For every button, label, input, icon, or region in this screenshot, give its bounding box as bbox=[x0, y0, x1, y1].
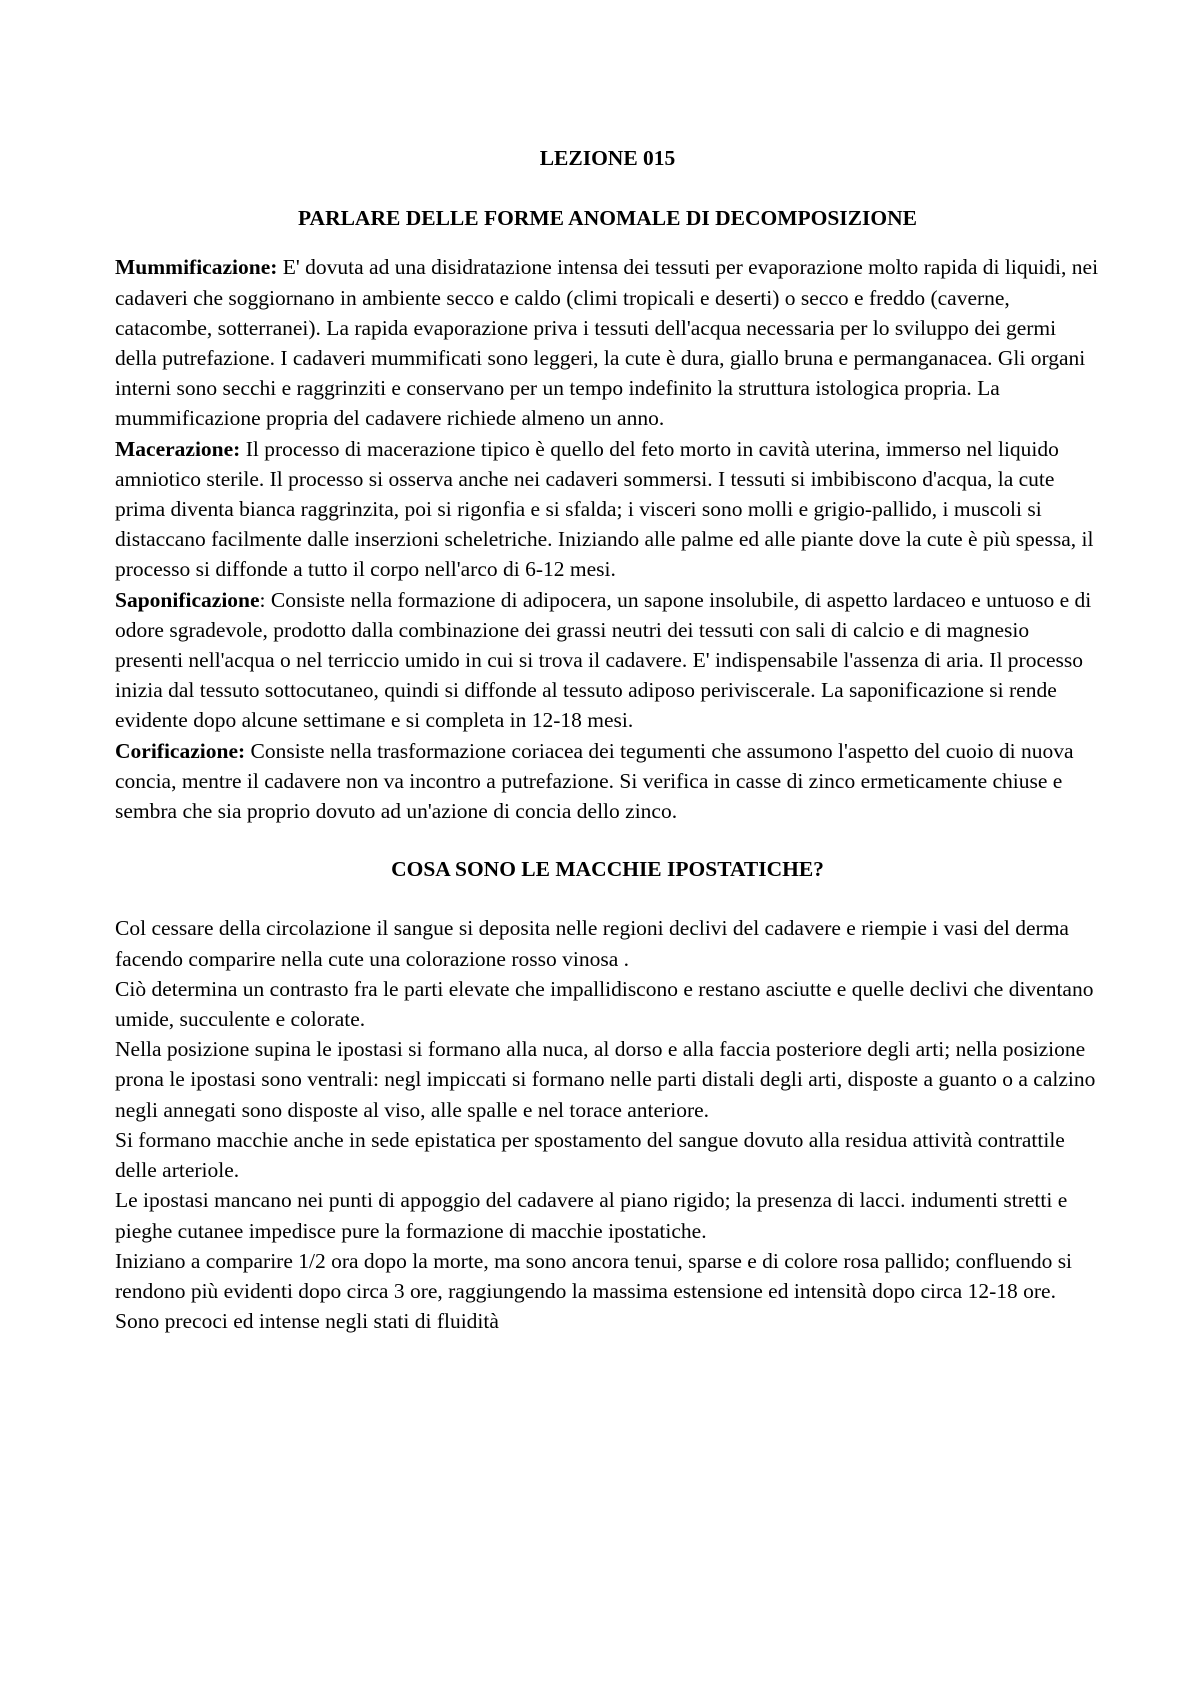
section-heading-hypostatic-stains: COSA SONO LE MACCHIE IPOSTATICHE? bbox=[391, 857, 824, 882]
paragraph: Nella posizione supina le ipostasi si formano alla nuca, al dorso e alla faccia posteriore degli arti; nella posizione prona le ipostasi sono ventrali: negl impiccati si formano nelle parti distali degli arti, disposte a guanto o a calzino negli annegati sono disposte al viso, alle spalle e nel torace anteriore. bbox=[115, 1037, 1096, 1122]
entry-saponificazione bbox=[115, 585, 1100, 736]
entry-text: Consiste nella trasformazione coriacea dei tegumenti che assumono l'aspetto del cuoio di nuova concia, mentre il cadavere non va incontro a putrefazione. Si verifica in casse di zinco ermeticamente chiuse e sembra che sia proprio dovuto ad un'azione di concia dello zinco. bbox=[115, 738, 1074, 824]
term-label: Corificazione: bbox=[115, 738, 246, 763]
lesson-title: LEZIONE 015 bbox=[539, 146, 676, 170]
section-heading-decomposition: PARLARE DELLE FORME ANOMALE DI DECOMPOSIZIONE bbox=[298, 206, 917, 231]
paragraph: Ciò determina un contrasto fra le parti elevate che impallidiscono e restano asciutte e quelle declivi che diventano umide, succulente e colorate. bbox=[115, 976, 1094, 1032]
paragraph: Col cessare della circolazione il sangue si deposita nelle regioni declivi del cadavere e riempie i vasi del derma facendo comparire nella cute una colorazione rosso vinosa . bbox=[115, 916, 1069, 971]
entry-text: Il processo di macerazione tipico è quello del feto morto in cavità uterina, immerso nel liquido amniotico sterile. Il processo si osserva anche nei cadaveri sommersi. I tessuti si imbibiscono d'acqua, la cute prima diventa bianca raggrinzita, poi si rigonfia e si sfalda; i visceri sono molli e grigio-pallido, i muscoli si distaccano facilmente dalle inserzioni scheletriche. Iniziando alle palme ed alle piante dove la cute è più spessa, il processo si diffonde a tutto il corpo nell'arco di 6-12 mesi. bbox=[115, 436, 1094, 582]
entry-text: : Consiste nella formazione di adipocera, un sapone insolubile, di aspetto lardaceo e untuoso e di odore sgradevole, prodotto dalla combinazione dei grassi neutri dei tessuti con sali di calcio e di magnesio presenti nell'acqua o nel terriccio umido in cui si trova il cadavere. E' indispensabile l'assenza di aria. Il processo inizia dal tessuto sottocutaneo, quindi si diffonde al tessuto adiposo periviscerale. La saponificazione si rende evidente dopo alcune settimane e si completa in 12-18 mesi. bbox=[115, 587, 1092, 733]
entry-macerazione bbox=[115, 434, 1100, 585]
entry-text: E' dovuta ad una disidratazione intensa dei tessuti per evaporazione molto rapida di liquidi, nei cadaveri che soggiornano in ambiente secco e caldo (climi tropicali e deserti) o secco e freddo (caverne, catacombe, sotterranei). La rapida evaporazione priva i tessuti dell'acqua necessaria per lo sviluppo dei germi della putrefazione. I cadaveri mummificati sono leggeri, la cute è dura, giallo bruna e permanganacea. Gli organi interni sono secchi e raggrinziti e conservano per un tempo indefinito la struttura istologica propria. La mummificazione propria del cadavere richiede almeno un anno. bbox=[115, 255, 1099, 431]
term-label: Mummificazione: bbox=[115, 255, 278, 280]
term-label: Macerazione: bbox=[115, 436, 241, 461]
paragraph: Si formano macchie anche in sede epistatica per spostamento del sangue dovuto alla residua attività contrattile delle arteriole. bbox=[115, 1127, 1065, 1183]
entry-mummificazione bbox=[115, 252, 1100, 433]
document-page bbox=[115, 143, 1100, 1336]
paragraph: Le ipostasi mancano nei punti di appoggio del cadavere al piano rigido; la presenza di lacci. indumenti stretti e pieghe cutanee impedisce pure la formazione di macchie ipostatiche. bbox=[115, 1188, 1068, 1243]
term-label: Saponificazione bbox=[115, 587, 260, 612]
entry-corificazione bbox=[115, 736, 1100, 827]
paragraph: Iniziano a comparire 1/2 ora dopo la morte, ma sono ancora tenui, sparse e di colore rosa pallido; confluendo si rendono più evidenti dopo circa 3 ore, raggiungendo la massima estensione ed intensità dopo circa 12-18 ore. Sono precoci ed intense negli stati di fluidità bbox=[115, 1248, 1073, 1334]
